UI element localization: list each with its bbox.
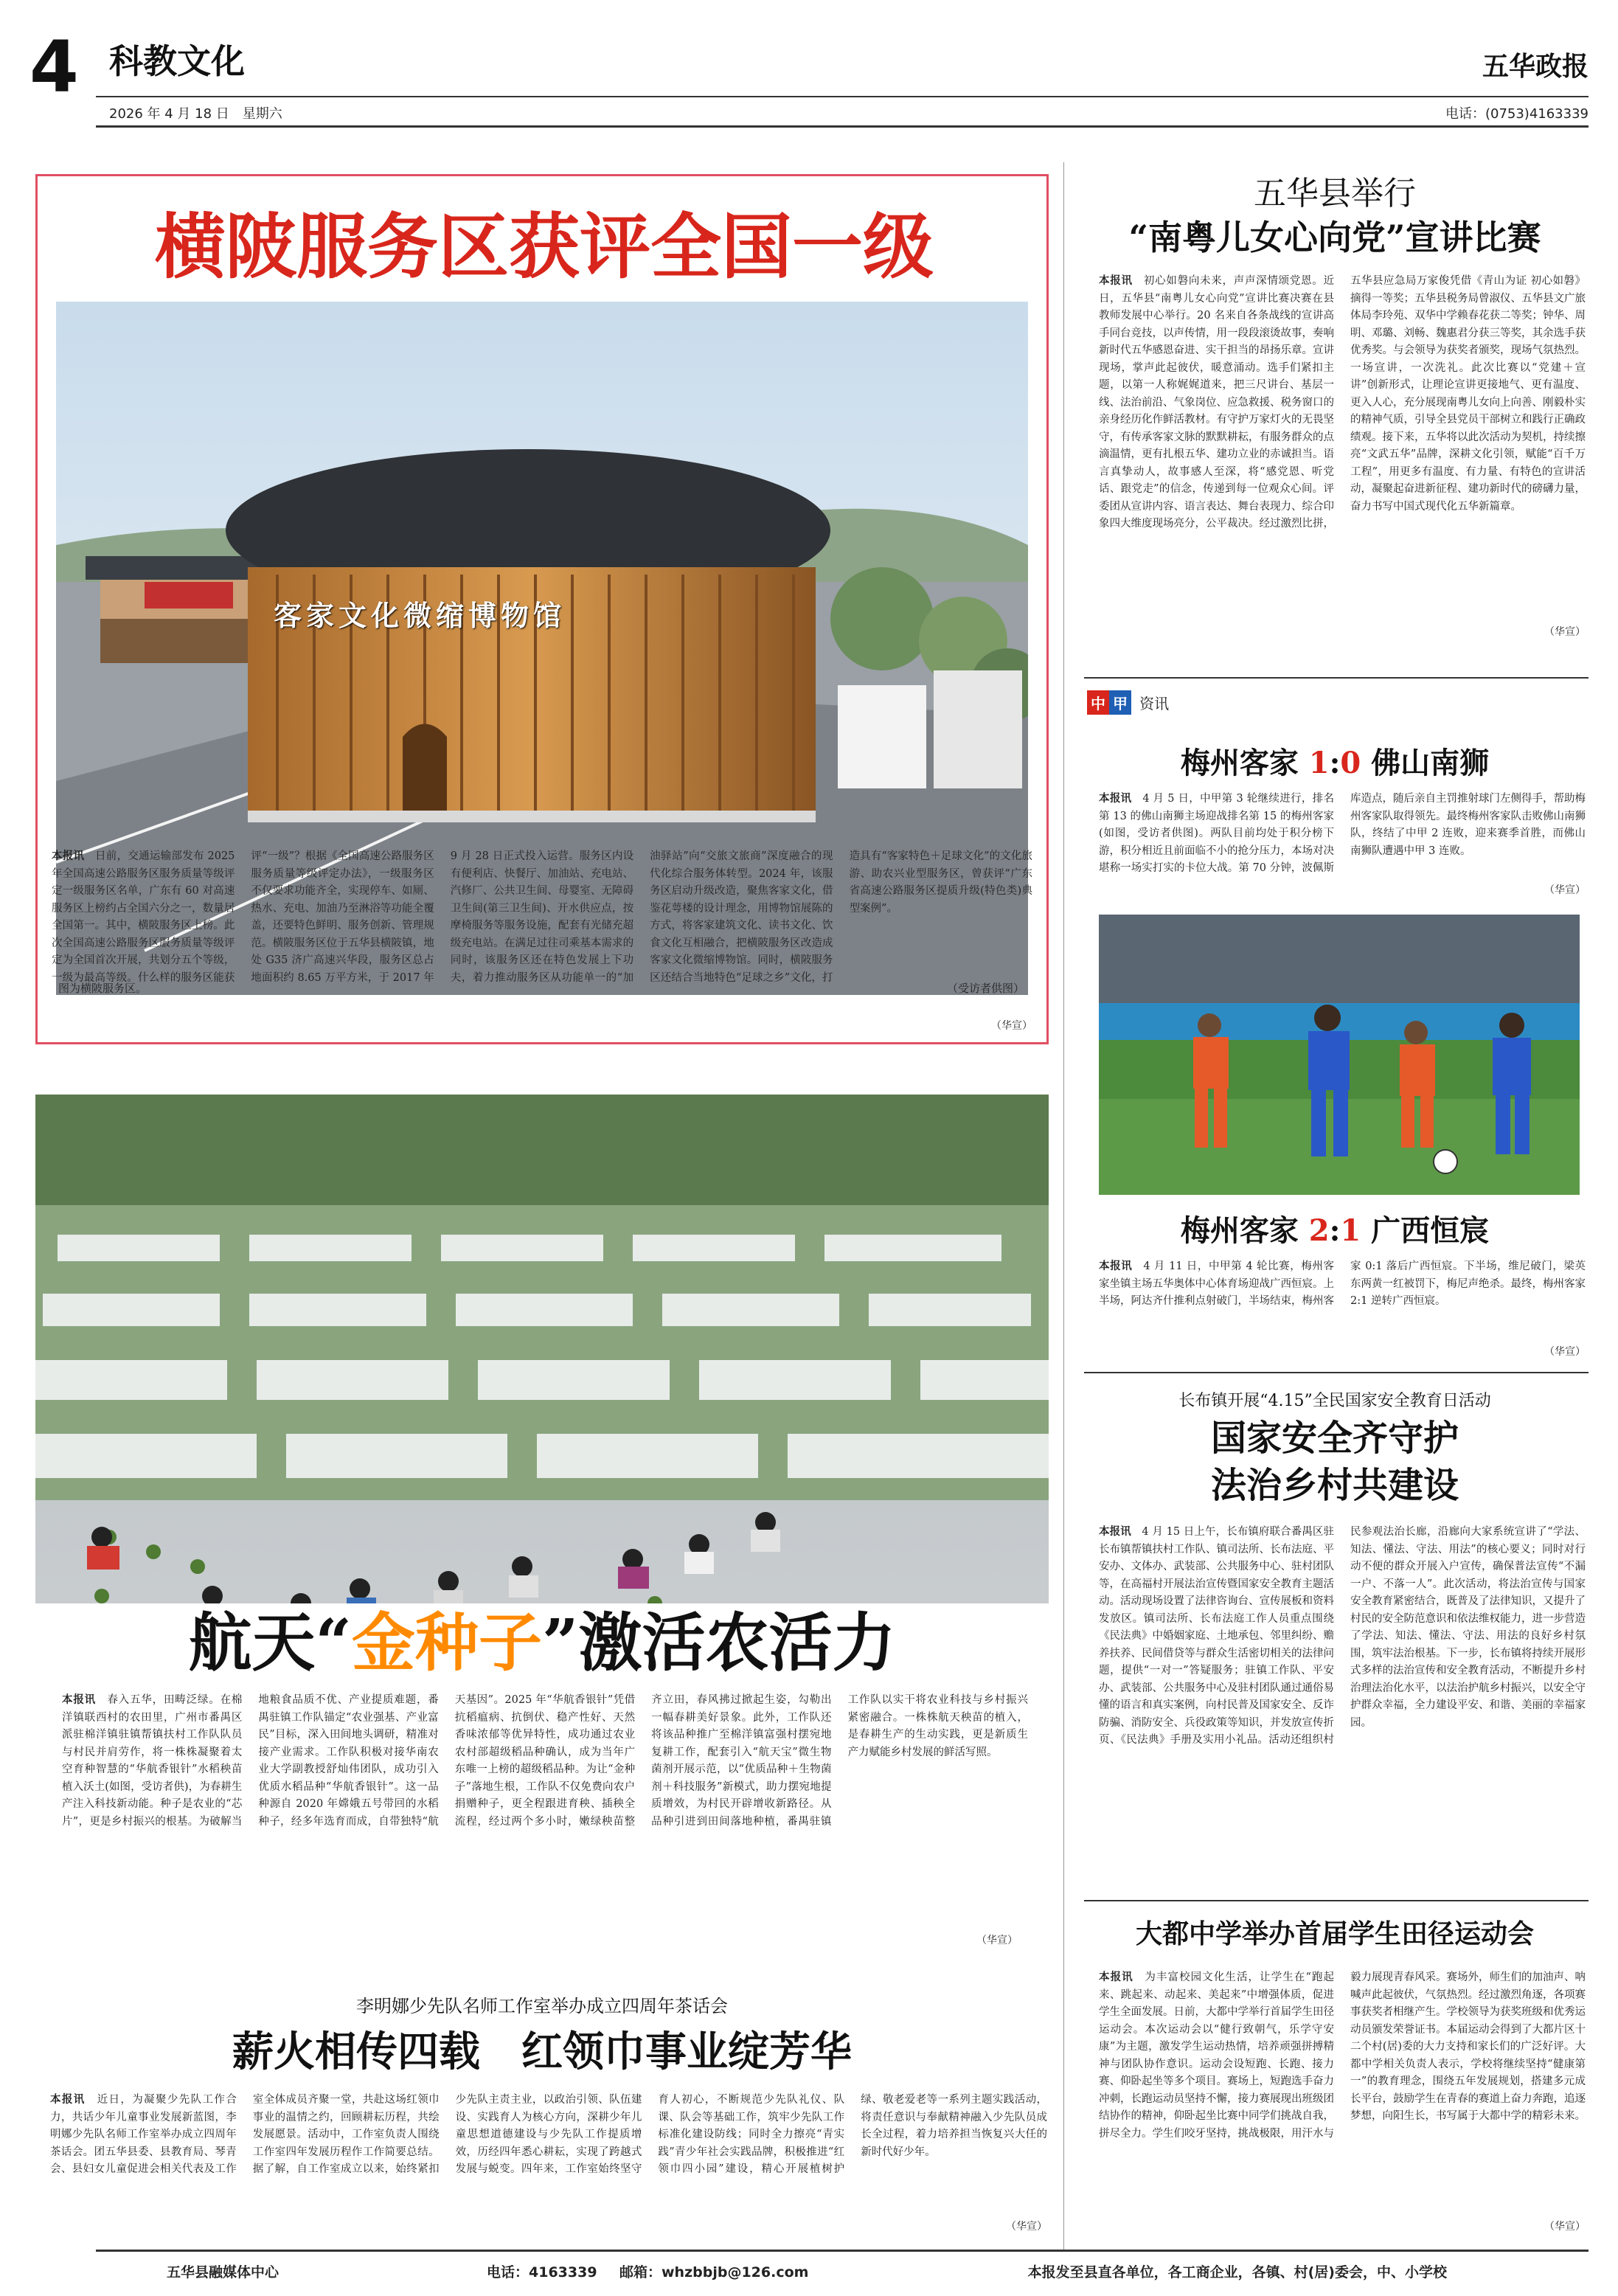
track-credit: （华宣） <box>1544 2221 1586 2233</box>
match2-body <box>1099 1258 1586 1341</box>
seeds-lead: 本报讯 <box>62 1694 96 1706</box>
section-title: 科教文化 <box>109 41 245 81</box>
speech-headline-2: “南粤儿女心向党”宣讲比赛 <box>1128 218 1541 257</box>
torch-lead: 本报讯 <box>50 2094 86 2106</box>
football-photo <box>1099 915 1580 1195</box>
security-divider <box>1084 1900 1589 1901</box>
paper-name: 五华政报 <box>1482 51 1589 82</box>
hengling-text: 日前，交通运输部发布 2025 年全国高速公路服务区服务质量等级评定一级服务区名单，广东有 60 对高速服务区上榜约占全国六分之一，数量居全国第一。其中，横陂服务区上榜。此次全国高速公路服务区服务质量等级评定为全国首次开展，共划分五个等级，一级为最高等级。什么样的服务区能获评“一级”？根据《全国高速公路服务区服务质量等级评定办法》，一级服务区不仅要求功能齐全，实现停车、如厕、热水、充电、加油乃至淋浴等功能全覆盖，还要特色鲜明、服务创新、管理规范。横陂服务区位于五华县横陂镇，地处 G35 济广高速兴华段，服务区总占地面积约 8.65 万平方米，于 2017 年 9 月 28 日正式投入运营。服务区内设有便利店、快餐厅、加油站、充电站、汽修厂、公共卫生间、母婴室、无障碍卫生间(第三卫生间)、开水供应点，按摩椅服务等服务设施，配套有光储充超级充电站。在满足过往司乘基本需求的同时，该服务区还在特色发展上下功夫，着力推动服务区从功能单一的“加油驿站”向“交旅文旅商”深度融合的现代化综合服务体转型。2024 年，该服务区启动升级改造，聚焦客家文化，借鉴花萼楼的设计理念，用博物馆展陈的方式，将客家建筑文化、读书文化、饮食文化互相融合，把横陂服务区改造成客家文化微缩博物馆。同时，横陂服务区还结合当地特色“足球之乡”文化，打造具有“客家特色＋足球文化”的文化旅游、助农兴业型服务区，曾获评“广东省高速公路服务区提质升级(特色类)典型案例”。 <box>52 850 1032 984</box>
footer <box>0 2258 1618 2285</box>
security-headline-1: 国家安全齐守护 <box>1210 1418 1459 1459</box>
hengling-credit: （华宣） <box>991 1020 1032 1032</box>
security-lead: 本报讯 <box>1099 1526 1131 1538</box>
match2-team-a: 梅州客家 <box>1180 1213 1299 1248</box>
match2-score-a: 2 <box>1308 1213 1330 1248</box>
photo-caption: 图为横陂服务区。 <box>58 982 147 995</box>
match1-score-a: 1 <box>1308 746 1330 780</box>
hengling-headline: 横陂服务区获评全国一级 <box>155 205 934 288</box>
match1-score-b: 0 <box>1340 746 1361 780</box>
torch-headline: 薪火相传四载 红领巾事业绽芳华 <box>232 2028 852 2076</box>
match2-team-b: 广西恒宸 <box>1371 1213 1490 1248</box>
tag-jia: 甲 <box>1109 690 1131 715</box>
match1-headline <box>1077 745 1593 782</box>
sports-divider <box>1084 1372 1589 1373</box>
match2-score-sep: : <box>1329 1213 1341 1248</box>
tag-label: 资讯 <box>1139 695 1170 712</box>
torch-body <box>50 2092 1047 2216</box>
match1-team-a: 梅州客家 <box>1180 746 1299 780</box>
seeds-headline-a: 航天“ <box>188 1606 352 1680</box>
speech-divider <box>1084 677 1589 679</box>
security-kicker: 长布镇开展“4.15”全民国家安全教育日活动 <box>1178 1392 1491 1410</box>
sports-tag <box>1087 690 1169 714</box>
match1-credit: （华宣） <box>1544 884 1586 896</box>
match2-score-b: 1 <box>1340 1213 1361 1248</box>
phone-line: 电话：(0753)4163339 <box>1445 106 1589 122</box>
match2-headline <box>1077 1213 1593 1249</box>
track-text: 为丰富校园文化生活，让学生在“跑起来、跳起来、动起来、美起来”中增强体质，促进学生全面发展。日前，大都中学举行首届学生田径运动会。本次运动会以“健行致朝气，乐学守安康”为主题，激发学生运动热情，培养顽强拼搏精神与团队协作意识。运动会设短跑、长跑、接力赛、仰卧起坐等多个项目。赛场上，短跑选手奋力冲刺，长跑运动员坚持不懈，接力赛展现出班级团结协作的精神，仰卧起坐比赛中同学们挑战自我，拼尽全力。学生们咬牙坚持，挑战极限，用汗水与毅力展现青春风采。赛场外，师生们的加油声、呐喊声此起彼伏，气氛热烈。经过激烈角逐，各项赛事获奖者相继产生。学校领导为获奖班级和优秀运动员颁发荣誉证书。本届运动会得到了大都片区十二个村(居)委的大力支持和家长们的广泛好评。大都中学相关负责人表示，学校将继续坚持“健康第一”的教育理念，围绕五年发展规划，搭建多元成长平台，鼓励学生在青春的赛道上奋力奔跑，追逐梦想，向阳生长，书写属于大都中学的精彩未来。 <box>1099 1971 1586 2140</box>
footer-rule <box>96 2250 1589 2252</box>
date-line: 2026 年 4 月 18 日 星期六 <box>109 106 282 122</box>
match2-lead: 本报讯 <box>1099 1260 1133 1272</box>
photo-credit: （受访者供图） <box>946 982 1024 995</box>
masthead-rule <box>96 96 1589 97</box>
speech-lead: 本报讯 <box>1099 275 1133 287</box>
torch-text: 近日，为凝聚少先队工作合力，共话少年儿童事业发展新蓝图，李明娜少先队名师工作室举办成立四周年茶话会。团五华县委、县教育局、琴青会、县妇女儿童促进会相关代表及工作室全体成员齐聚一堂，共赴这场红领巾事业的温情之约，回顾耕耘历程，共绘发展愿景。活动中，工作室负责人围绕工作室四年发展历程作工作简要总结。据了解，自工作室成立以来，始终紧扣少先队主责主业，以政治引领、队伍建设、实践育人为核心方向，深耕少年儿童思想道德建设与少先队工作提质增效，历经四年悉心耕耘，实现了跨越式发展与蜕变。四年来，工作室始终坚守育人初心，不断规范少先队礼仪、队课、队会等基础工作，筑牢少先队工作标准化建设防线；同时全力擦亮“青实践”青少年社会实践品牌，积极推进“红领巾四小园”建设，精心开展植树护绿、敬老爱老等一系列主题实践活动，将责任意识与奉献精神融入少先队员成长全过程，着力培养担当恢复兴大任的新时代好少年。 <box>50 2094 1047 2175</box>
security-text: 4 月 15 日上午，长布镇府联合番禺区驻长布镇帮镇扶村工作队、镇司法所、长布法庭、平安办、文体办、武装部、公共服务中心、驻村团队等，在高福村开展法治宣传暨国家安全教育主题活动。活动现场设置了法律咨询台、宣传展板和资料发放区。镇司法所、长布法庭工作人员重点围绕《民法典》中婚姻家庭、土地承包、邻里纠纷、赡养扶养、民间借贷等与群众生活密切相关的法律问题，提供“一对一”答疑服务；驻镇工作队、平安办、武装部、公共服务中心及驻村团队通过通俗易懂的语言和真实案例，向村民普及国家安全、反诈防骗、消防安全、兵役政策等知识，并发放宣传折页、《民法典》手册及实用小礼品。活动还组织村民参观法治长廊，沿廊向大家系统宣讲了“学法、知法、懂法、守法、用法”的核心要义；同时对行动不便的群众开展入户宣传，确保普法宣传“不漏一户、不落一人”。此次活动，将法治宣传与国家安全教育紧密结合，既普及了法律知识，又提升了村民的安全防范意识和依法维权能力，进一步营造了学法、知法、懂法、守法、用法的良好乡村氛围，筑牢法治根基。下一步，长布镇将持续开展形式多样的法治宣传和安全教育活动，不断提升乡村治理法治化水平，以法治护航乡村振兴，以安全守护群众幸福，全力建设平安、和谐、美丽的幸福家园。 <box>1099 1526 1586 1746</box>
match1-score-sep: : <box>1329 746 1341 780</box>
masthead-rule-bottom <box>96 125 1589 128</box>
match1-team-b: 佛山南狮 <box>1371 746 1490 780</box>
seeds-headline-gold: 金种子 <box>352 1606 542 1680</box>
speech-credit: （华宣） <box>1544 626 1586 638</box>
page-number: 4 <box>29 26 79 108</box>
security-headline-2: 法治乡村共建设 <box>1210 1465 1459 1506</box>
match1-text: 4 月 5 日，中甲第 3 轮继续进行，排名第 13 的佛山南狮主场迎战排名第 15 的梅州客家(如图，受访者供图)。两队目前均处于积分榜下游，积分相近且前面临不小的抢分压力，本场对决堪称一场实打实的卡位大战。第 70 分钟，波佩斯库造点，随后亲自主罚推射球门左侧得手，帮助梅州客家队取得领先。最终梅州客家队击败佛山南狮队，终结了中甲 2 连败，迎来赛季首胜，而佛山南狮队遭遇中甲 3 连败。 <box>1099 793 1586 874</box>
track-body <box>1099 1969 1586 2217</box>
speech-text: 初心如磐向未来，声声深情颂党恩。近日，五华县“南粤儿女心向党”宣讲比赛决赛在县教师发展中心举行。20 名来自各条战线的宣讲高手同台竞技，以声传情，用一段段滚烫故事，奏响新时代五华感恩奋进、实干担当的昂扬乐章。宣讲现场，掌声此起彼伏，暖意涌动。选手们紧扣主题，以第一人称娓娓道来，把三尺讲台、基层一线、法治前沿、气象岗位、应急救援、税务窗口的亲身经历化作鲜活教材。有守护万家灯火的无畏坚守，有传承客家文脉的默默耕耘，有服务群众的点滴温情，更有扎根五华、建功立业的赤诚担当。语言真挚动人，故事感人至深，将“感党恩、听党话、跟党走”的信念，传递到每一位观众心间。评委团从宣讲内容、语言表达、舞台表现力、综合印象四大维度现场亮分，公平裁决。经过激烈比拼，五华县应急局万家俊凭借《青山为证 初心如磐》摘得一等奖；五华县税务局曾淑仪、五华县文广旅体局李玲苑、双华中学赖春花获二等奖；钟华、周明、邓璐、刘畅、魏惠君分获三等奖，其余选手获优秀奖。与会领导为获奖者颁奖，现场气氛热烈。一场宣讲，一次洗礼。此次比赛以“党建＋宣讲”创新形式，让理论宣讲更接地气、更有温度、更入人心，充分展现南粤儿女向上向善、刚毅朴实的精神气质，引导全县党员干部树立和践行正确政绩观。接下来，五华将以此次活动为契机，持续擦亮“文武五华”品牌，深耕文化引领，赋能“百千万工程”，用更多有温度、有力量、有特色的宣讲活动，凝聚起奋进新征程、建功新时代的磅礴力量，奋力书写中国式现代化五华新篇章。 <box>1099 275 1586 530</box>
masthead <box>0 0 1618 148</box>
hengling-lead: 本报讯 <box>52 850 85 862</box>
torch-kicker: 李明娜少先队名师工作室举办成立四周年茶话会 <box>356 1996 728 2016</box>
seeds-body <box>62 1692 1028 1921</box>
track-lead: 本报讯 <box>1099 1971 1133 1983</box>
match1-body <box>1099 791 1586 895</box>
security-body <box>1099 1524 1586 1878</box>
match1-lead: 本报讯 <box>1099 793 1132 805</box>
footer-phone: 电话：4163339 <box>487 2264 597 2281</box>
match2-text: 4 月 11 日，中甲第 4 轮比赛，梅州客家坐镇主场五华奥体中心体育场迎战广西恒宸。上半场，阿达齐什推利点射破门，半场结束，梅州客家 0:1 落后广西恒宸。下半场，维尼破门，梁英东两黄一红被罚下，梅尼声绝杀。最终，梅州客家 2:1 逆转广西恒宸。 <box>1099 1260 1586 1307</box>
tag-zhong: 中 <box>1087 690 1109 715</box>
seeds-headline-c: ”激活农活力 <box>542 1606 896 1680</box>
footer-org: 五华县融媒体中心 <box>167 2264 279 2281</box>
speech-body <box>1099 273 1586 621</box>
match2-credit: （华宣） <box>1544 1346 1586 1358</box>
torch-credit: （华宣） <box>1006 2221 1047 2233</box>
seeds-headline <box>35 1606 1049 1680</box>
hengling-body <box>52 848 1032 1006</box>
speech-headline-1: 五华县举行 <box>1254 175 1416 212</box>
footer-email: 邮箱：whzbbjb@126.com <box>619 2264 809 2281</box>
seeds-text: 春入五华，田畴泛绿。在棉洋镇联西村的农田里，广州市番禺区派驻棉洋镇驻镇帮镇扶村工作队队员与村民并肩劳作，将一株株凝聚着太空育种智慧的“华航香银针”水稻秧苗植入沃土(如图，受访者供)，为春耕生产注入科技新动能。种子是农业的“芯片”，更是乡村振兴的根基。为破解当地粮食品质不优、产业提质难题，番禺驻镇工作队锚定“农业强基、产业富民”目标，深入田间地头调研，精准对接产业需求。工作队积极对接华南农业大学副教授舒灿伟团队，成功引入优质水稻品种“华航香银针”。这一品种源自 2020 年嫦娥五号带回的水稻种子，经多年选育而成，自带独特“航天基因”。2025 年“华航香银针”凭借抗稻瘟病、抗倒伏、稳产性好、天然香味浓郁等优异特性，成功通过农业农村部超级稻品种确认，成为当年广东唯一上榜的超级稻品种。为让“金种子”落地生根，工作队不仅免费向农户捐赠种子，更全程跟进育秧、插秧全流程，经过两个多小时，嫩绿秧苗整齐立田，春风拂过掀起生姿，勾勒出一幅春耕美好景象。此外，工作队还将该品种推广至棉洋镇富强村摆宛地复耕工作，配套引入“航天宝”微生物菌剂开展示范，以“优质品种＋生物菌剂＋科技服务”新模式，助力摆宛地提质增效，为村民开辟增收新路径。从品种引进到田间落地种植，番禺驻镇工作队以实干将农业科技与乡村振兴紧密融合。一株株航天秧苗的植入，是春耕生产的生动实践，更是新质生产力赋能乡村发展的鲜活写照。 <box>62 1694 1028 1828</box>
museum-sign: 客家文化微缩博物馆 <box>274 599 566 632</box>
column-divider <box>1063 162 1064 2250</box>
seeds-credit: （华宣） <box>976 1935 1018 1946</box>
footer-distribution: 本报发至县直各单位，各工商企业，各镇、村(居)委会，中、小学校 <box>1027 2264 1447 2281</box>
track-headline: 大都中学举办首届学生田径运动会 <box>1135 1918 1534 1949</box>
